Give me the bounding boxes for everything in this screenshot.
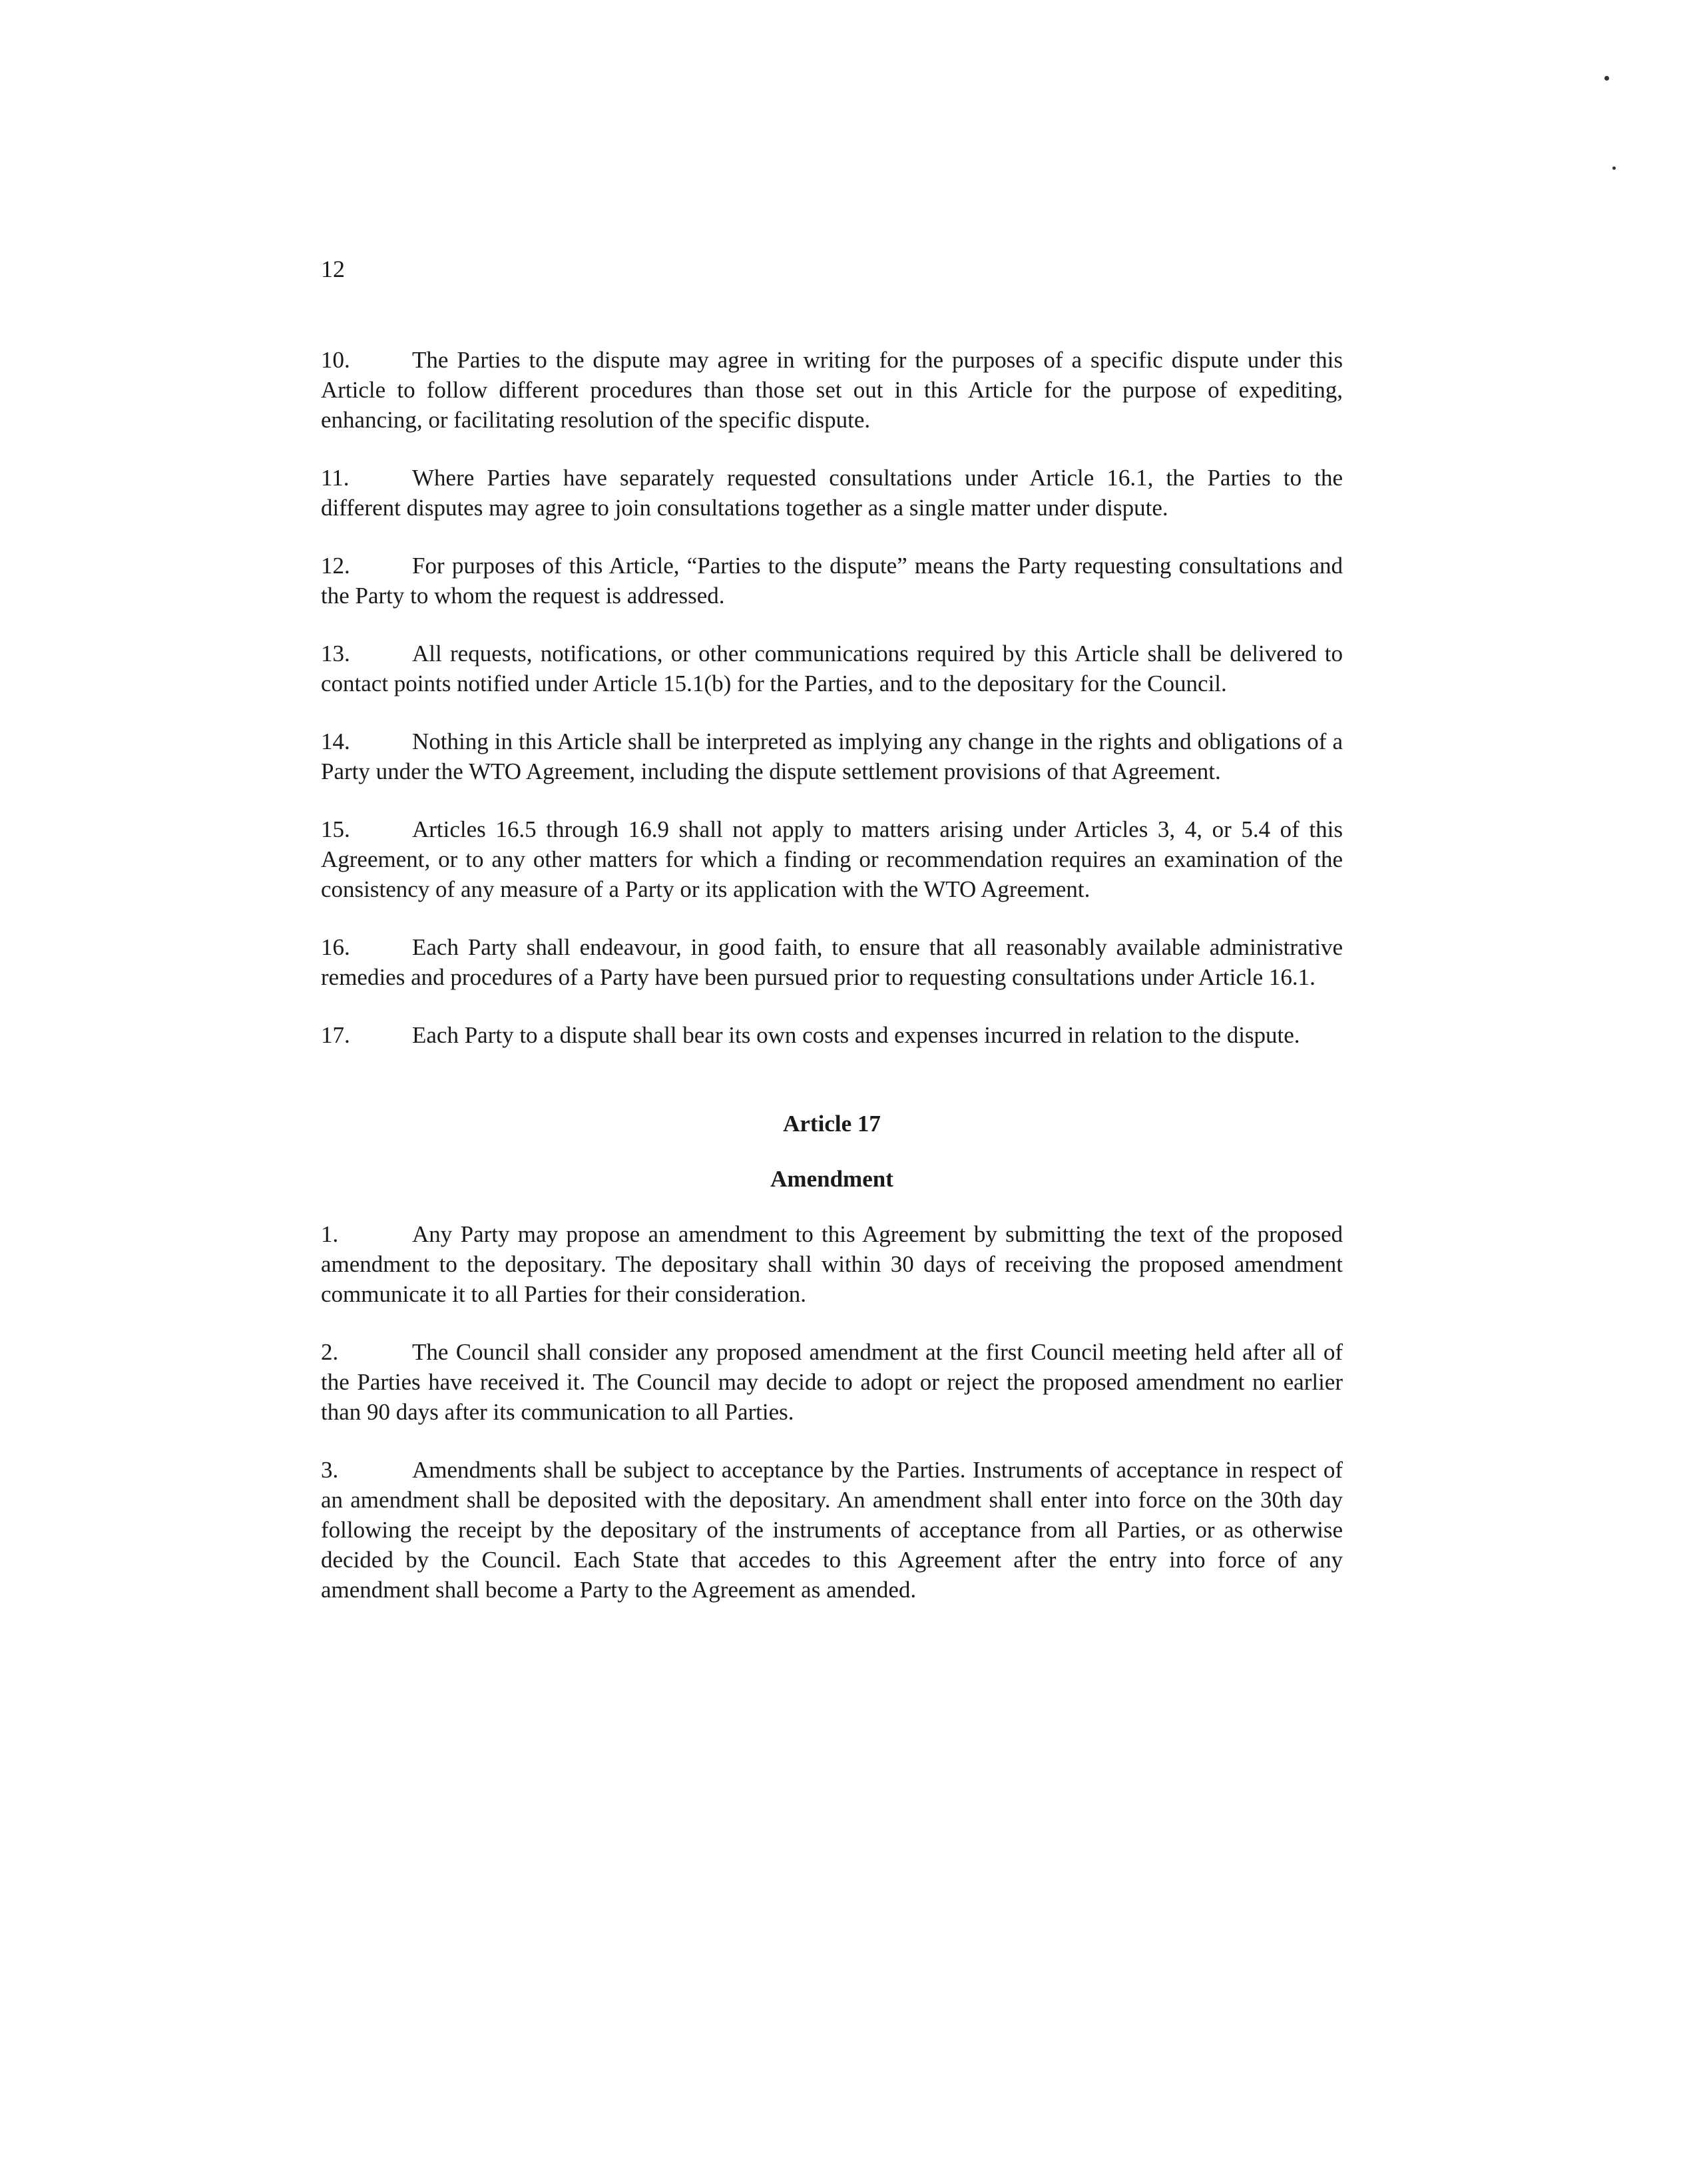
paragraph-text: Any Party may propose an amendment to this Agreement by submitting the text of the proposed amendment to the depositary. The depositary shall within 30 days of receiving the proposed amendment communicate it to all Parties for their consideration. — [321, 1221, 1343, 1307]
paragraph-number: 11. — [321, 465, 350, 491]
paragraph-text: Each Party shall endeavour, in good faith, to ensure that all reasonably available administrative remedies and procedures of a Party have been pursued prior to requesting consultations under Article 16.1. — [321, 934, 1343, 990]
paragraph-text: Nothing in this Article shall be interpreted as implying any change in the rights and obligations of a Party under the WTO Agreement, including the dispute settlement provisions of that Agreement. — [321, 728, 1343, 784]
paragraph-16 — [321, 932, 1343, 992]
article-heading: Article 17 — [783, 1111, 881, 1137]
paragraph-13 — [321, 639, 1343, 698]
paragraph-14 — [321, 726, 1343, 786]
amendment-paragraph-2 — [321, 1337, 1343, 1427]
paragraph-number: 17. — [321, 1022, 350, 1048]
amendment-paragraph-1 — [321, 1219, 1343, 1309]
scan-speck — [1612, 166, 1616, 170]
paragraph-text: For purposes of this Article, “Parties to the dispute” means the Party requesting consultations and the Party to whom the request is addressed. — [321, 553, 1343, 609]
paragraph-number: 16. — [321, 934, 350, 960]
paragraph-number: 12. — [321, 553, 350, 579]
page-number: 12 — [321, 256, 345, 282]
paragraph-number: 14. — [321, 728, 350, 754]
document-body — [321, 345, 1343, 1633]
paragraph-12 — [321, 551, 1343, 611]
paragraph-text: Amendments shall be subject to acceptance by the Parties. Instruments of acceptance in respect of an amendment shall be deposited with the depositary. An amendment shall enter into force on the 30th day following the receipt by the depositary of the instruments of acceptance from all Parties, or as otherwise decided by the Council. Each State that accedes to this Agreement after the entry into force of any amendment shall become a Party to the Agreement as amended. — [321, 1457, 1343, 1603]
paragraph-15 — [321, 814, 1343, 904]
scan-speck — [1604, 76, 1609, 81]
paragraph-10 — [321, 345, 1343, 435]
paragraph-text: The Parties to the dispute may agree in writing for the purposes of a specific dispute under this Article to follow different procedures than those set out in this Article for the purpose of expediting, enhancing, or facilitating resolution of the specific dispute. — [321, 347, 1343, 433]
paragraph-text: Where Parties have separately requested consultations under Article 16.1, the Parties to the different disputes may agree to join consultations together as a single matter under dispute. — [321, 465, 1343, 521]
paragraph-text: The Council shall consider any proposed amendment at the first Council meeting held after all of the Parties have received it. The Council may decide to adopt or reject the proposed amendment no earlier than 90 days after its communication to all Parties. — [321, 1339, 1343, 1425]
paragraph-text: Each Party to a dispute shall bear its own costs and expenses incurred in relation to the dispute. — [412, 1022, 1300, 1048]
paragraph-number: 2. — [321, 1339, 339, 1365]
paragraph-number: 15. — [321, 816, 350, 842]
paragraph-number: 1. — [321, 1221, 339, 1247]
amendment-paragraph-3 — [321, 1455, 1343, 1605]
paragraph-number: 3. — [321, 1457, 339, 1483]
paragraph-text: Articles 16.5 through 16.9 shall not apply to matters arising under Articles 3, 4, or 5.4 of this Agreement, or to any other matters for which a finding or recommendation requires an examination of the consistency of any measure of a Party or its application with the WTO Agreement. — [321, 816, 1343, 902]
paragraph-11 — [321, 463, 1343, 523]
article-title: Amendment — [770, 1166, 893, 1192]
paragraph-text: All requests, notifications, or other communications required by this Article shall be delivered to contact points notified under Article 15.1(b) for the Parties, and to the depositary for the Council. — [321, 641, 1343, 696]
paragraph-17 — [321, 1020, 1343, 1050]
paragraph-number: 10. — [321, 347, 350, 373]
paragraph-number: 13. — [321, 641, 350, 667]
